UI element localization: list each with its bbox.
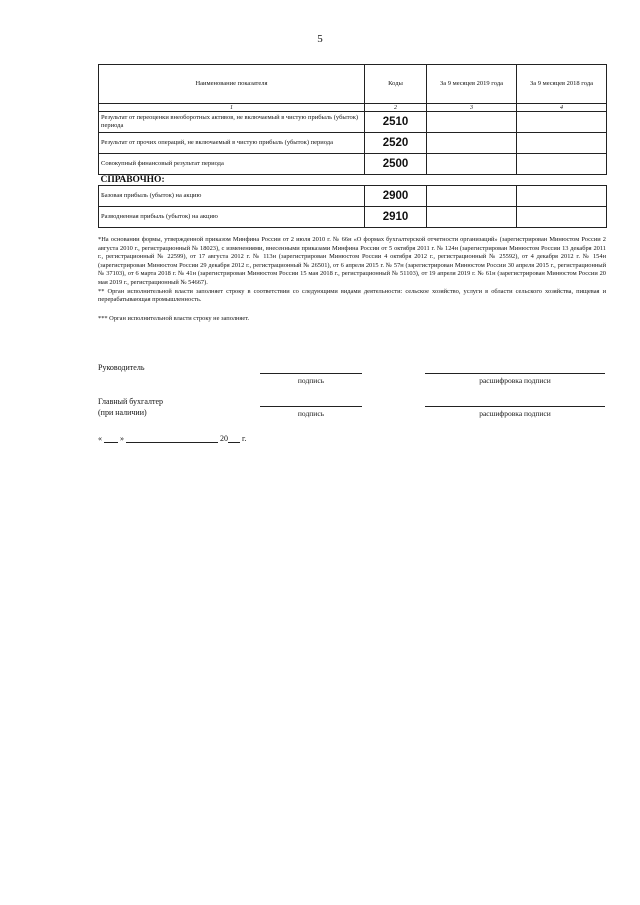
accountant-signature-line xyxy=(260,406,362,407)
column-index: 2 xyxy=(365,104,427,112)
head-decoding-line xyxy=(425,373,605,374)
row-code: 2510 xyxy=(365,112,427,133)
row-value-previous xyxy=(517,133,607,154)
column-index: 4 xyxy=(517,104,607,112)
row-value-current xyxy=(427,186,517,207)
header-code: Коды xyxy=(365,65,427,104)
date-close-quote: » xyxy=(120,434,124,443)
year-blank xyxy=(228,434,240,443)
header-name: Наименование показателя xyxy=(99,65,365,104)
table-row xyxy=(99,186,607,207)
row-code: 2910 xyxy=(365,207,427,228)
column-index-row xyxy=(99,104,607,112)
header-period-current: За 9 месяцев 2019 года xyxy=(427,65,517,104)
row-value-previous xyxy=(517,112,607,133)
table-row xyxy=(99,207,607,228)
table-row xyxy=(99,133,607,154)
reference-section-row xyxy=(99,175,607,186)
row-name: Базовая прибыль (убыток) на акцию xyxy=(99,186,365,207)
date-line xyxy=(98,434,246,443)
footnote-3: *** Орган исполнительной власти строку не заполняет. xyxy=(98,314,250,322)
row-name: Результат от прочих операций, не включаемый в чистую прибыль (убыток) периода xyxy=(99,133,365,154)
accountant-decoding-line xyxy=(425,406,605,407)
row-value-current xyxy=(427,207,517,228)
row-name: Результат от переоценки внеоборотных активов, не включаемый в чистую прибыль (убыток) периода xyxy=(99,112,365,133)
row-value-current xyxy=(427,112,517,133)
reference-section-title: СПРАВОЧНО: xyxy=(99,175,607,186)
row-value-current xyxy=(427,154,517,175)
table-row xyxy=(99,112,607,133)
accountant-label: Главный бухгалтер xyxy=(98,397,163,406)
page-number: 5 xyxy=(317,33,323,45)
row-name: Разводненная прибыль (убыток) на акцию xyxy=(99,207,365,228)
day-blank xyxy=(104,434,118,443)
accountant-decoding-caption: расшифровка подписи xyxy=(479,409,551,418)
header-period-previous: За 9 месяцев 2018 года xyxy=(517,65,607,104)
head-signature-line xyxy=(260,373,362,374)
footnote-1: *На основании формы, утвержденной приказом Минфина России от 2 июля 2010 г. № 66н «О формах бухгалтерской отчетности организаций» (зарегистрирован Минюстом России 2 августа 2010 г., регистрационный № 18023), с изменениями, внесенными приказами Минфина России от 5 октября 2011 г. № 124н (зарегистрирован Минюстом России 13 декабря 2011 г., регистрационный № 22599), от 17 августа 2012 г. № 113н (зарегистрирован Минюстом России 4 октября 2012 г., регистрационный № 25592), от 4 декабря 2012 г. № 154н (зарегистрирован Минюстом России 29 декабря 2012 г., регистрационный № 26501), от 6 апреля 2015 г. № 57н (зарегистрирован Минюстом России 30 апреля 2015 г., регистрационный № 37103), от 6 марта 2018 г. № 41н (зарегистрирован Минюстом России 15 мая 2018 г., регистрационный № 51103), от 19 апреля 2019 г. № 61н (зарегистрирован Минюстом России 20 мая 2019 г., регистрационный № 54667). xyxy=(98,236,606,286)
table-header-row xyxy=(99,65,607,104)
row-name: Совокупный финансовый результат периода xyxy=(99,154,365,175)
row-value-previous xyxy=(517,207,607,228)
financial-results-table xyxy=(98,64,607,228)
date-open-quote: « xyxy=(98,434,102,443)
table-row xyxy=(99,154,607,175)
row-code: 2520 xyxy=(365,133,427,154)
row-value-previous xyxy=(517,154,607,175)
row-code: 2900 xyxy=(365,186,427,207)
row-code: 2500 xyxy=(365,154,427,175)
row-value-current xyxy=(427,133,517,154)
year-suffix: г. xyxy=(242,434,247,443)
footnote-2: ** Орган исполнительной власти заполняет строку в соответствии со следующими видами деятельности: сельское хозяйство, услуги в области сельского хозяйства, пищевая и перерабатывающая промышленность. xyxy=(98,287,606,304)
footnotes xyxy=(98,236,606,323)
accountant-label-note: (при наличии) xyxy=(98,408,147,417)
head-label: Руководитель xyxy=(98,363,145,372)
row-value-previous xyxy=(517,186,607,207)
column-index: 3 xyxy=(427,104,517,112)
year-prefix: 20 xyxy=(220,434,228,443)
head-decoding-caption: расшифровка подписи xyxy=(479,376,551,385)
column-index: 1 xyxy=(99,104,365,112)
month-blank xyxy=(126,434,218,443)
accountant-signature-caption: подпись xyxy=(297,409,325,418)
head-signature-caption: подпись xyxy=(297,376,325,385)
